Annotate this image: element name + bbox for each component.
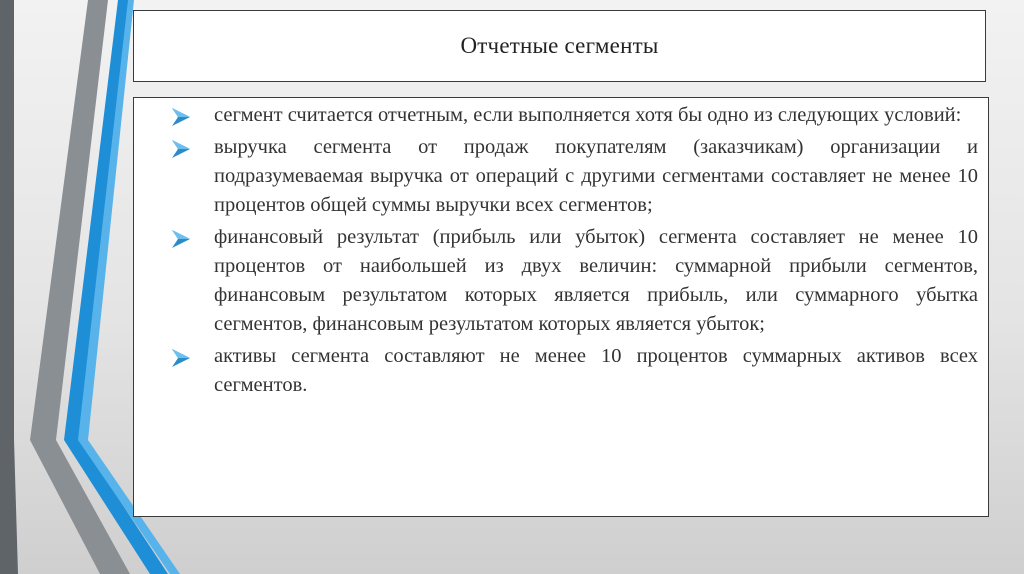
bullet-list bbox=[134, 101, 978, 400]
bullet-text: выручка сегмента от продаж покупателям (заказчикам) организации и подразумеваемая выручка от операций с другими сегментами составляет не менее 10 процентов общей суммы выручки всех сегментов; bbox=[214, 136, 978, 216]
title-box bbox=[133, 10, 986, 82]
chevron-right-arrow-icon bbox=[170, 106, 192, 128]
bullet-text: сегмент считается отчетным, если выполняется хотя бы одно из следующих условий: bbox=[214, 104, 962, 126]
content-box bbox=[133, 97, 989, 517]
gray-stripe-dark bbox=[0, 0, 18, 574]
slide-title: Отчетные сегменты bbox=[460, 33, 659, 58]
bullet-item bbox=[134, 133, 978, 220]
bullet-item bbox=[134, 223, 978, 339]
bullet-text: финансовый результат (прибыль или убыток) сегмента составляет не менее 10 процентов от наибольшей из двух величин: суммарной прибыли сегментов, финансовым результатом которых является прибыль, или суммарного убытка сегментов, финансовым результатом которых является убыток; bbox=[214, 226, 978, 335]
bullet-item bbox=[134, 342, 978, 400]
chevron-right-arrow-icon bbox=[170, 138, 192, 160]
bullet-text: активы сегмента составляют не менее 10 процентов суммарных активов всех сегментов. bbox=[214, 345, 978, 396]
chevron-right-arrow-icon bbox=[170, 228, 192, 250]
chevron-right-arrow-icon bbox=[170, 347, 192, 369]
bullet-item bbox=[134, 101, 978, 130]
